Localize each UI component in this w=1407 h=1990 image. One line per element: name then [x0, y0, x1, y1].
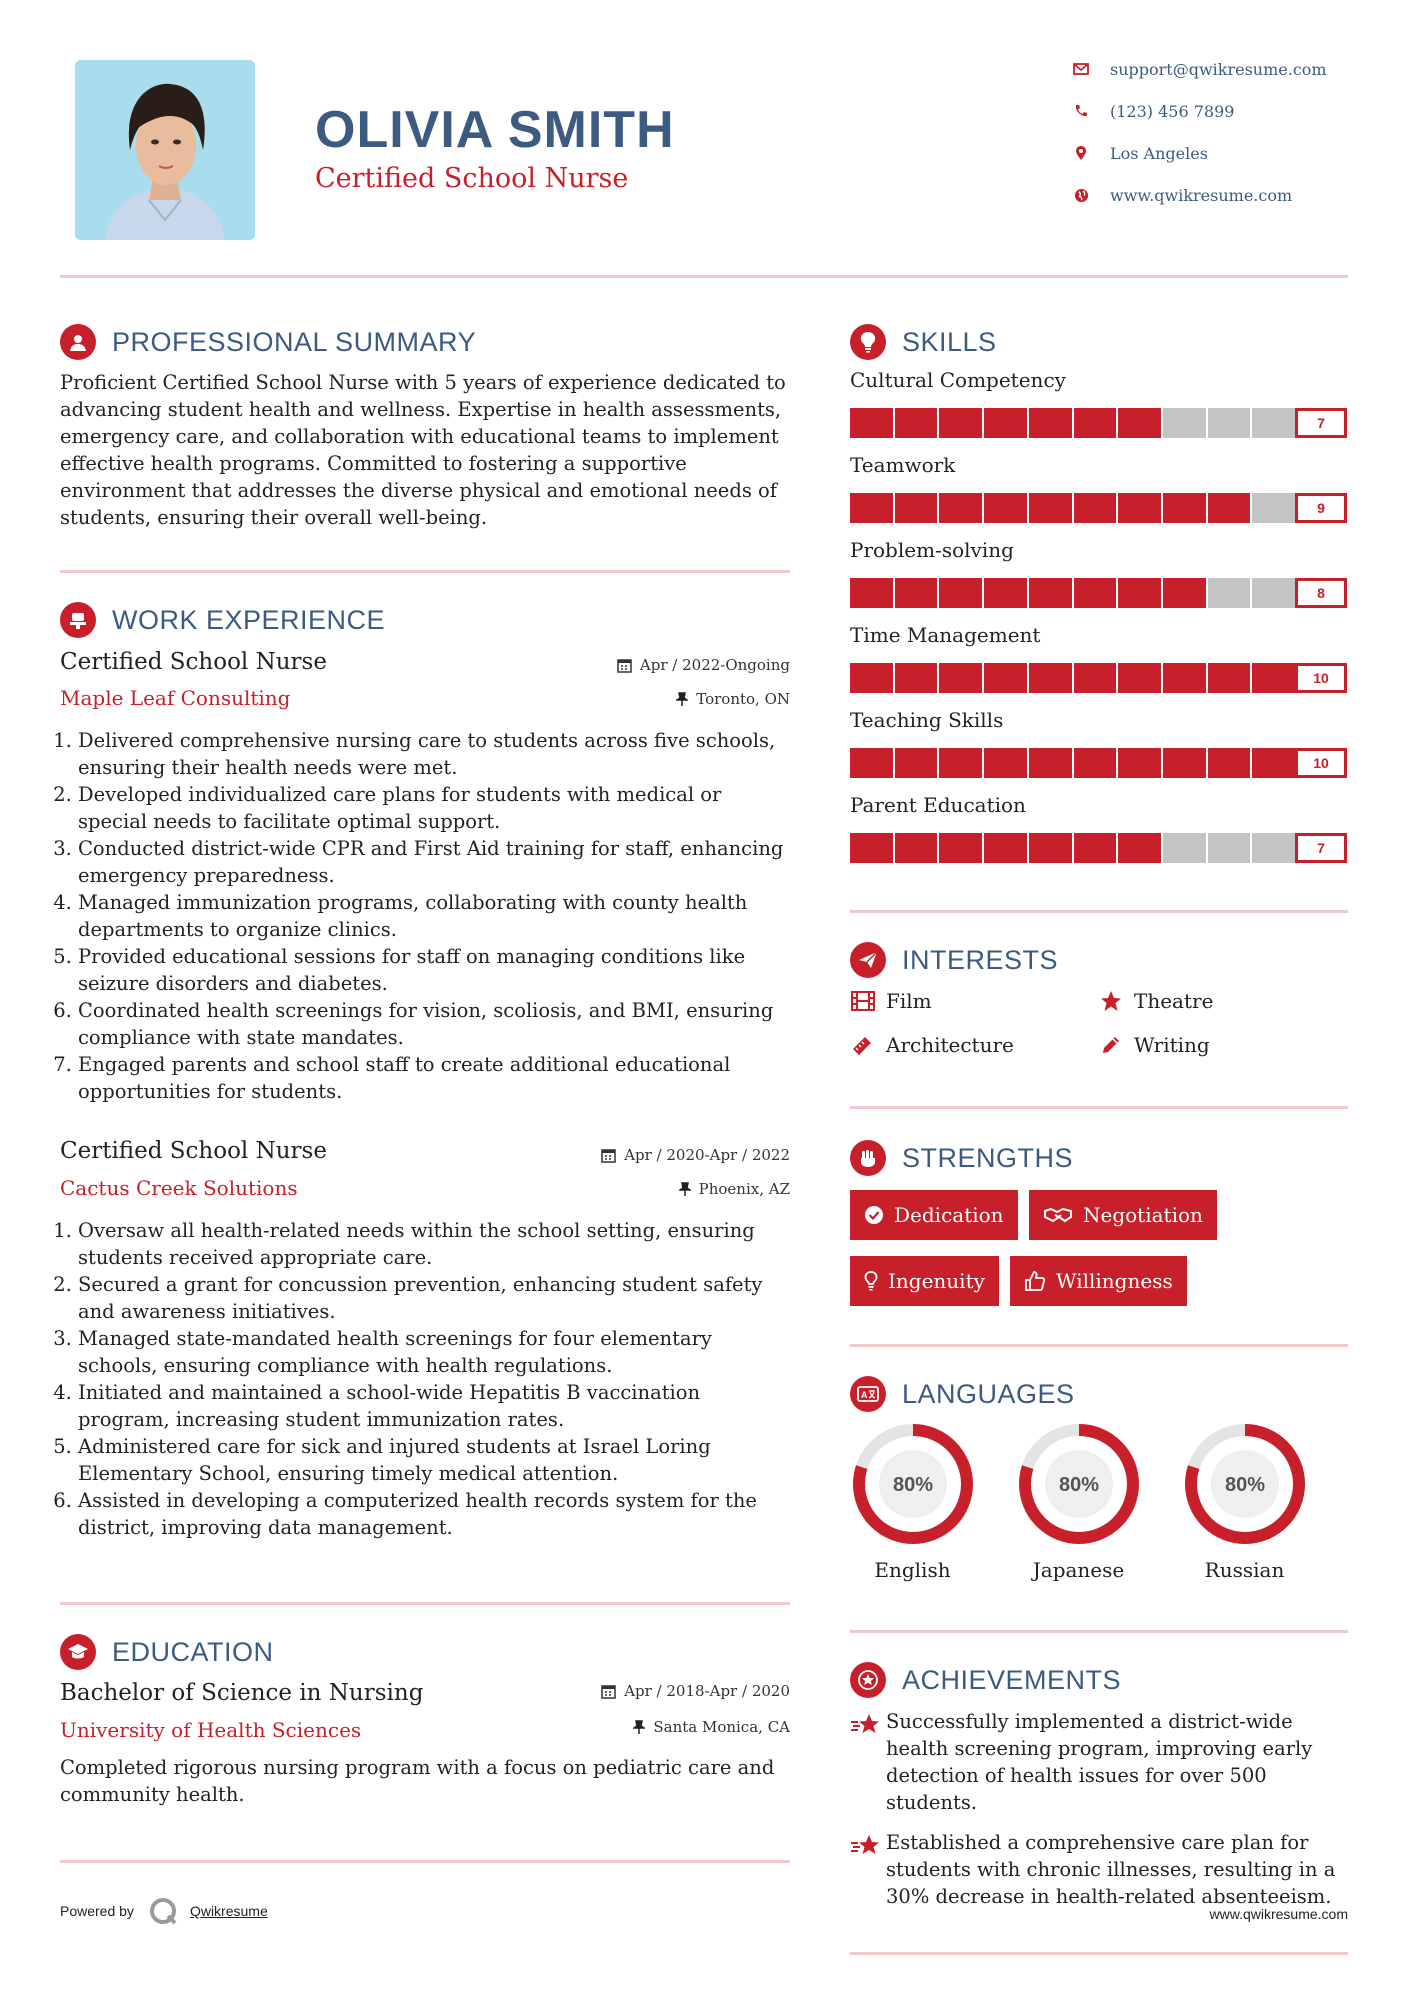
skill-segment	[1252, 493, 1295, 523]
skill-segment	[1163, 408, 1208, 438]
summary-heading: PROFESSIONAL SUMMARY	[60, 322, 476, 362]
job-2-bullets	[60, 1217, 790, 1541]
language-item	[1016, 1422, 1141, 1582]
language-item	[1182, 1422, 1307, 1582]
translate-icon	[850, 1376, 886, 1412]
candidate-name: OLIVIA SMITH	[315, 101, 675, 159]
skill-score: 8	[1295, 578, 1347, 608]
thumbs-up-icon	[1024, 1270, 1046, 1292]
skill-segment	[984, 493, 1029, 523]
list-item: 2. Secured a grant for concussion prevention, enhancing student safety and awareness initiatives.	[78, 1271, 790, 1325]
job-1-location: Toronto, ON	[490, 690, 790, 708]
skill-track	[850, 408, 1295, 438]
skills-list	[850, 368, 1350, 878]
qwikresume-logo-icon	[148, 1896, 178, 1926]
fist-icon	[850, 1140, 886, 1176]
phone-text: (123) 456 7899	[1110, 101, 1235, 121]
qwikresume-link[interactable]: Qwikresume	[189, 1903, 268, 1919]
skill-segment	[1118, 663, 1163, 693]
skill-label: Teamwork	[850, 453, 956, 477]
skill-item	[850, 623, 1350, 708]
strength-ingenuity: Ingenuity	[850, 1256, 999, 1306]
list-item: 4. Initiated and maintained a school-wide Hepatitis B vaccination program, increasing student immunization rates.	[78, 1379, 790, 1433]
candidate-title: Certified School Nurse	[315, 163, 629, 194]
skill-label: Teaching Skills	[850, 708, 1004, 732]
skill-label: Problem-solving	[850, 538, 1014, 562]
skill-score: 10	[1295, 663, 1347, 693]
job-2-location: Phoenix, AZ	[490, 1180, 790, 1198]
shooting-star-icon	[850, 1708, 886, 1816]
language-item	[850, 1422, 975, 1582]
list-item: 6. Coordinated health screenings for vision, scoliosis, and BMI, ensuring compliance with state mandates.	[78, 997, 790, 1051]
education-location: Santa Monica, CA	[490, 1718, 790, 1736]
achievement-item: Established a comprehensive care plan for students with chronic illnesses, resulting in a 30% decrease in health-related absenteeism.	[850, 1829, 1348, 1910]
skill-segment	[850, 833, 895, 863]
skill-segment	[1163, 493, 1208, 523]
contact-website[interactable]	[1072, 181, 1372, 209]
globe-icon	[1072, 186, 1090, 204]
skill-segment	[895, 408, 940, 438]
skill-segment	[939, 408, 984, 438]
skill-label: Cultural Competency	[850, 368, 1066, 392]
interests-divider	[850, 1106, 1348, 1109]
skill-segment	[1208, 578, 1253, 608]
skill-segment	[1118, 748, 1163, 778]
achievements-heading: ACHIEVEMENTS	[850, 1660, 1121, 1700]
powered-by: Powered by Qwikresume	[60, 1896, 268, 1926]
skill-segment	[1074, 663, 1119, 693]
skill-segment	[1163, 578, 1208, 608]
skill-segment	[1074, 408, 1119, 438]
pin-icon	[679, 1182, 691, 1196]
skills-divider	[850, 910, 1348, 913]
skill-segment	[1029, 408, 1074, 438]
job-2-company: Cactus Creek Solutions	[60, 1176, 298, 1200]
location-text: Los Angeles	[1110, 143, 1208, 163]
job-2-dates: Apr / 2020-Apr / 2022	[490, 1146, 790, 1164]
pin-icon	[676, 692, 688, 706]
shooting-star-icon	[850, 1829, 886, 1910]
skill-segment	[1208, 748, 1253, 778]
skill-segment	[984, 408, 1029, 438]
graduation-cap-icon	[60, 1634, 96, 1670]
education-text: Completed rigorous nursing program with a focus on pediatric care and community health.	[60, 1756, 775, 1806]
skill-item	[850, 368, 1350, 453]
education-dates: Apr / 2018-Apr / 2020	[490, 1682, 790, 1700]
skill-score: 7	[1295, 408, 1347, 438]
skill-segment	[1252, 748, 1295, 778]
list-item: 3. Managed state-mandated health screenings for four elementary schools, ensuring compliance with health regulations.	[78, 1325, 790, 1379]
skill-segment	[895, 833, 940, 863]
list-item: 6. Assisted in developing a computerized health records system for the district, improving data management.	[78, 1487, 790, 1541]
skill-segment	[1208, 493, 1253, 523]
skill-segment	[850, 748, 895, 778]
education-school: University of Health Sciences	[60, 1718, 362, 1742]
job-1-bullets	[60, 727, 790, 1105]
profile-photo	[75, 60, 255, 240]
pencil-icon	[1098, 1032, 1124, 1058]
job-1-title: Certified School Nurse	[60, 649, 327, 675]
skill-segment	[1029, 578, 1074, 608]
user-icon	[60, 324, 96, 360]
languages-list	[850, 1422, 1350, 1582]
skill-bar	[850, 493, 1350, 523]
skill-segment	[1252, 578, 1295, 608]
skill-segment	[939, 748, 984, 778]
contact-phone[interactable]	[1072, 97, 1372, 125]
envelope-icon	[1072, 60, 1090, 78]
skill-segment	[1252, 408, 1295, 438]
skill-track	[850, 578, 1295, 608]
star-icon	[1098, 988, 1124, 1014]
language-name: English	[874, 1558, 951, 1582]
interests-heading: INTERESTS	[850, 940, 1058, 980]
strength-willingness: Willingness	[1010, 1256, 1187, 1306]
skill-segment	[1163, 833, 1208, 863]
skill-segment	[984, 663, 1029, 693]
job-1-company: Maple Leaf Consulting	[60, 686, 291, 710]
skill-segment	[1252, 833, 1295, 863]
languages-heading: A LANGUAGES	[850, 1374, 1075, 1414]
skill-segment	[1029, 833, 1074, 863]
skill-segment	[895, 663, 940, 693]
skill-segment	[1074, 748, 1119, 778]
skill-segment	[895, 493, 940, 523]
skill-segment	[1118, 408, 1163, 438]
contact-email[interactable]	[1072, 55, 1372, 83]
pin-icon	[633, 1720, 645, 1734]
list-item: 1. Oversaw all health-related needs within the school setting, ensuring students received appropriate care.	[78, 1217, 790, 1271]
skill-segment	[850, 493, 895, 523]
strength-dedication: Dedication	[850, 1190, 1018, 1240]
skills-heading: SKILLS	[850, 322, 997, 362]
skill-segment	[1029, 493, 1074, 523]
skill-item	[850, 793, 1350, 878]
skill-item	[850, 708, 1350, 793]
language-name: Japanese	[1032, 1558, 1125, 1582]
calendar-icon	[601, 1684, 616, 1699]
map-pin-icon	[1072, 144, 1090, 162]
skill-segment	[1208, 833, 1253, 863]
list-item: 3. Conducted district-wide CPR and First Aid training for staff, enhancing emergency preparedness.	[78, 835, 790, 889]
language-ring	[1183, 1422, 1307, 1546]
education-heading: EDUCATION	[60, 1632, 274, 1672]
skill-segment	[1029, 663, 1074, 693]
skill-segment	[1074, 578, 1119, 608]
interest-writing: Writing	[1098, 1032, 1210, 1058]
language-ring	[1017, 1422, 1141, 1546]
calendar-icon	[601, 1148, 616, 1163]
language-percent: 80%	[892, 1474, 933, 1496]
lightbulb-outline-icon	[864, 1271, 878, 1291]
strengths-heading: STRENGTHS	[850, 1138, 1073, 1178]
skill-segment	[895, 578, 940, 608]
skill-track	[850, 748, 1295, 778]
skill-segment	[1118, 833, 1163, 863]
list-item: 7. Engaged parents and school staff to create additional educational opportunities for students.	[78, 1051, 790, 1105]
skill-segment	[1208, 663, 1253, 693]
skill-score: 7	[1295, 833, 1347, 863]
job-2-title: Certified School Nurse	[60, 1138, 327, 1164]
language-ring	[851, 1422, 975, 1546]
list-item: 2. Developed individualized care plans for students with medical or special needs to facilitate optimal support.	[78, 781, 790, 835]
skill-segment	[1118, 493, 1163, 523]
language-percent: 80%	[1224, 1474, 1265, 1496]
email-text: support@qwikresume.com	[1110, 59, 1327, 79]
experience-divider	[60, 1602, 790, 1605]
skill-segment	[895, 748, 940, 778]
list-item: 4. Managed immunization programs, collaborating with county health departments to organize clinics.	[78, 889, 790, 943]
skill-segment	[984, 578, 1029, 608]
skill-segment	[1029, 748, 1074, 778]
job-1-dates: Apr / 2022-Ongoing	[490, 656, 790, 674]
header-divider	[60, 275, 1348, 278]
skill-segment	[939, 493, 984, 523]
interest-architecture: Architecture	[850, 1032, 1014, 1058]
skill-segment	[850, 663, 895, 693]
skill-segment	[939, 663, 984, 693]
award-icon	[850, 1662, 886, 1698]
skill-segment	[939, 833, 984, 863]
skill-segment	[984, 748, 1029, 778]
list-item: 5. Administered care for sick and injured students at Israel Loring Elementary School, ensuring timely medical attention.	[78, 1433, 790, 1487]
skill-bar	[850, 833, 1350, 863]
achievements-divider	[850, 1952, 1348, 1955]
strength-negotiation: Negotiation	[1029, 1190, 1217, 1240]
skill-bar	[850, 748, 1350, 778]
skill-segment	[1074, 493, 1119, 523]
svg-text:A: A	[861, 1390, 868, 1400]
skill-segment	[984, 833, 1029, 863]
education-divider	[60, 1860, 790, 1863]
summary-text: Proficient Certified School Nurse with 5 years of experience dedicated to advancing student health and wellness. Expertise in health assessments, emergency care, and collaboration with educational teams to implement effective health programs. Committed to fostering a supportive environment that addresses the diverse physical and emotional needs of students, ensuring their overall well-being.	[60, 371, 786, 529]
language-percent: 80%	[1058, 1474, 1099, 1496]
paper-plane-icon	[850, 942, 886, 978]
contact-location	[1072, 139, 1372, 167]
languages-divider	[850, 1630, 1348, 1633]
skill-segment	[850, 408, 895, 438]
skill-item	[850, 538, 1350, 623]
achievement-item: Successfully implemented a district-wide health screening program, improving early detection of health issues for over 500 students.	[850, 1708, 1348, 1816]
list-item: 1. Delivered comprehensive nursing care to students across five schools, ensuring their health needs were met.	[78, 727, 790, 781]
skill-segment	[1252, 663, 1295, 693]
summary-divider	[60, 570, 790, 573]
ruler-icon	[850, 1032, 876, 1058]
footer-website[interactable]: www.qwikresume.com	[1209, 1906, 1348, 1922]
skill-bar	[850, 663, 1350, 693]
film-icon	[850, 988, 876, 1014]
experience-heading: WORK EXPERIENCE	[60, 600, 385, 640]
education-degree: Bachelor of Science in Nursing	[60, 1680, 424, 1706]
website-text: www.qwikresume.com	[1110, 185, 1293, 205]
skill-bar	[850, 408, 1350, 438]
lightbulb-icon	[850, 324, 886, 360]
skill-score: 9	[1295, 493, 1347, 523]
skill-bar	[850, 578, 1350, 608]
skill-label: Parent Education	[850, 793, 1026, 817]
skill-label: Time Management	[850, 623, 1041, 647]
calendar-icon	[617, 658, 632, 673]
skill-segment	[1118, 578, 1163, 608]
check-circle-icon	[864, 1205, 884, 1225]
skill-track	[850, 833, 1295, 863]
skill-track	[850, 493, 1295, 523]
skill-segment	[850, 578, 895, 608]
skill-segment	[939, 578, 984, 608]
skill-segment	[1163, 663, 1208, 693]
skill-segment	[1208, 408, 1253, 438]
language-name: Russian	[1204, 1558, 1285, 1582]
skill-item	[850, 453, 1350, 538]
briefcase-icon	[60, 602, 96, 638]
skill-segment	[1074, 833, 1119, 863]
strengths-divider	[850, 1344, 1348, 1347]
list-item: 5. Provided educational sessions for staff on managing conditions like seizure disorders and diabetes.	[78, 943, 790, 997]
skill-track	[850, 663, 1295, 693]
interest-film: Film	[850, 988, 932, 1014]
interest-theatre: Theatre	[1098, 988, 1213, 1014]
phone-icon	[1072, 102, 1090, 120]
handshake-icon	[1043, 1205, 1073, 1225]
skill-score: 10	[1295, 748, 1347, 778]
skill-segment	[1163, 748, 1208, 778]
